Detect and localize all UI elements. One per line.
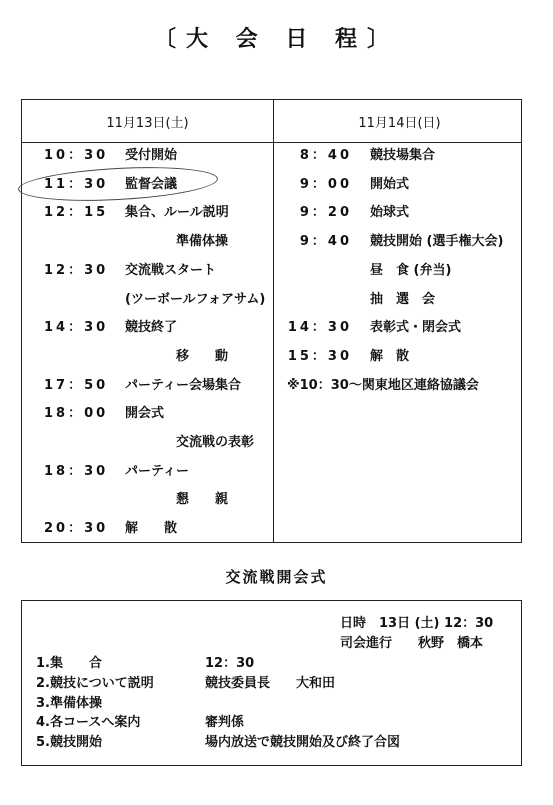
schedule-row	[0, 462, 553, 482]
ceremony-item-label: 5.競技開始	[36, 735, 102, 751]
schedule-time: 12：30	[44, 262, 109, 278]
schedule-event: 解 散	[125, 521, 178, 537]
schedule-event: 表彰式・閉会式	[370, 320, 462, 336]
schedule-row	[0, 404, 553, 424]
schedule-row	[0, 376, 553, 396]
schedule-time: 18：30	[44, 463, 109, 479]
schedule-event: 交流戦スタート	[125, 262, 217, 278]
schedule-row	[0, 146, 553, 166]
schedule-event: ※10：30～関東地区連絡協議会	[287, 377, 479, 393]
schedule-event: 受付開始	[125, 148, 178, 163]
day1-header: 11月13日(土)	[106, 116, 189, 131]
schedule-time: 12：15	[44, 205, 109, 221]
schedule-time: 14：30	[287, 320, 352, 336]
schedule-time: 8：40	[299, 148, 352, 163]
schedule-time: 20：30	[44, 521, 109, 537]
schedule-row	[0, 318, 553, 338]
schedule-row	[0, 490, 553, 510]
schedule-time: 15：30	[287, 348, 352, 364]
schedule-event: 開会式	[125, 406, 165, 422]
schedule-event: (ツーボールフォアサム)	[125, 291, 266, 307]
schedule-time: 18：00	[44, 406, 109, 422]
ceremony-item-label: 1.集 合	[36, 656, 102, 671]
schedule-row	[0, 175, 553, 195]
schedule-event: 交流戦の表彰	[176, 435, 255, 450]
schedule-event: パーティー会場集合	[125, 377, 241, 393]
schedule-event: 監督会議	[125, 176, 178, 192]
schedule-event: パーティー	[125, 463, 189, 479]
day2-header: 11月14日(日)	[358, 116, 441, 131]
schedule-event: 昼 食 (弁当)	[370, 262, 452, 278]
schedule-row	[0, 347, 553, 367]
schedule-event: 競技終了	[125, 320, 178, 336]
schedule-time: 9：00	[299, 176, 352, 192]
schedule-row	[0, 203, 553, 223]
schedule-event: 移 動	[176, 348, 229, 364]
ceremony-item-detail: 審判係	[205, 715, 245, 731]
schedule-event: 競技場集合	[370, 148, 436, 163]
schedule-event: 開始式	[370, 176, 410, 192]
ceremony-title: 交流戦開会式	[225, 568, 328, 586]
ceremony-item-label: 4.各コースへ案内	[36, 715, 141, 731]
ceremony-item-label: 2.競技について説明	[36, 675, 154, 691]
schedule-time: 14：30	[44, 320, 109, 336]
ceremony-item-label: 3.準備体操	[36, 695, 102, 711]
schedule-row	[0, 519, 553, 539]
ceremony-host: 司会進行 秋野 橋本	[340, 636, 484, 651]
schedule-row	[0, 232, 553, 252]
schedule-row	[0, 290, 553, 310]
schedule-row	[0, 261, 553, 281]
schedule-event: 集合、ルール説明	[125, 205, 229, 221]
schedule-event: 準備体操	[176, 234, 229, 250]
page-title: 〔大 会 日 程〕	[154, 27, 399, 52]
ceremony-item-detail: 12：30	[205, 656, 255, 671]
schedule-time: 11：30	[44, 176, 109, 192]
ceremony-item-detail: 競技委員長 大和田	[205, 675, 336, 691]
schedule-event: 解 散	[370, 348, 410, 364]
schedule-time: 9：20	[299, 205, 352, 221]
schedule-event: 始球式	[370, 205, 410, 221]
ceremony-item-detail: 場内放送で競技開始及び終了合図	[205, 735, 401, 751]
schedule-event: 抽 選 会	[370, 291, 436, 307]
schedule-time: 17：50	[44, 377, 109, 393]
header-divider	[22, 142, 521, 143]
schedule-time: 9：40	[299, 234, 352, 250]
ceremony-datetime: 日時 13日 (土) 12：30	[340, 616, 494, 631]
schedule-row	[0, 433, 553, 453]
schedule-time: 10：30	[44, 148, 109, 163]
schedule-event: 競技開始 (選手権大会)	[370, 234, 504, 250]
schedule-event: 懇 親	[176, 492, 229, 508]
